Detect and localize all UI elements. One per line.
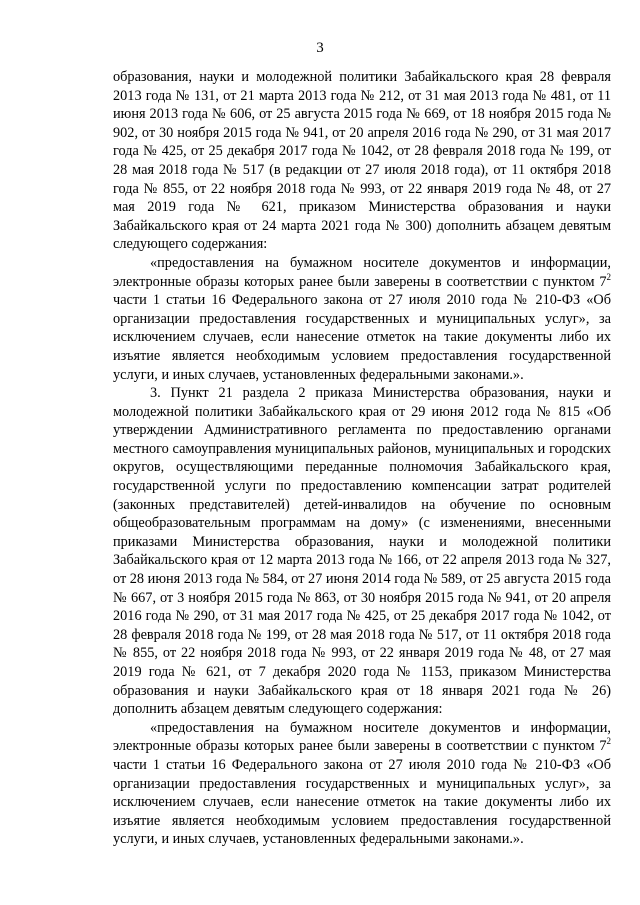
paragraph-continuation: образования, науки и молодежной политики Забайкальского края 28 февраля 2013 года № 131, от 21 марта 2013 года № 212, от 31 мая 2013 года № 481, от 11 июня 2013 года № 606, от 25 августа 2015 года № 669, от 18 ноября 2015 года № 902, от 30 ноября 2015 года № 941, от 20 апреля 2016 года № 290, от 31 мая 2017 года № 425, от 25 декабря 2017 года № 1042, от 28 февраля 2018 года № 199, от 28 мая 2018 года № 517 (в редакции от 27 июля 2018 года), от 11 октября 2018 года № 855, от 22 ноября 2018 года № 993, от 22 января 2019 года № 48, от 27 мая 2019 года № 621, приказом Министерства образования и науки Забайкальского края от 24 марта 2021 года № 300) дополнить абзацем девятым следующего содержания: [113, 69, 611, 253]
quoted-paragraph-2 [113, 719, 611, 849]
document-body [113, 68, 611, 849]
quoted-text-end: части 1 статьи 16 Федерального закона от 27 июля 2010 года № 210-ФЗ «Об организации предоставления государственных и муниципальных услуг», за исключением случаев, если нанесение отметок на такие документы либо их изъятие является необходимым условием предоставления государственной услуги, и иных случаев, установленных федеральными законами.». [113, 292, 611, 383]
superscript-2: 2 [606, 271, 611, 282]
page-number: 3 [316, 40, 324, 56]
paragraph-item-3: 3. Пункт 21 раздела 2 приказа Министерства образования, науки и молодежной политики Забайкальского края от 29 июня 2012 года № 815 «Об утверждении Административного регламента по предоставлению органами местного самоуправления муниципальных районов, муниципальных и городских округов, осуществляющими переданные полномочия Забайкальского края, государственной услуги по предоставлению компенсации затрат родителей (законных представителей) детей-инвалидов на обучение по основным общеобразовательным программам на дому» (с изменениями, внесенными приказами Министерства образования, науки и молодежной политики Забайкальского края от 12 марта 2013 года № 166, от 22 апреля 2013 года № 327, от 28 июня 2013 года № 584, от 27 июня 2014 года № 589, от 25 августа 2015 года № 667, от 3 ноября 2015 года № 863, от 30 ноября 2015 года № 941, от 20 апреля 2016 года № 290, от 31 мая 2017 года № 425, от 25 декабря 2017 года № 1042, от 28 февраля 2018 года № 199, от 28 мая 2018 года № 517, от 11 октября 2018 года № 855, от 22 ноября 2018 года № 993, от 22 января 2019 года № 48, от 27 мая 2019 года № 621, от 7 декабря 2020 года № 1153, приказом Министерства образования и науки Забайкальского края от 18 января 2021 года № 26) дополнить абзацем девятым следующего содержания: [113, 385, 611, 718]
superscript-2: 2 [606, 736, 611, 747]
quoted-text-start: «предоставления на бумажном носителе документов и информации, электронные образы которых ранее были заверены в соответствии с пунктом 7 [113, 719, 611, 755]
quoted-paragraph-1 [113, 254, 611, 384]
quoted-text-start: «предоставления на бумажном носителе документов и информации, электронные образы которых ранее были заверены в соответствии с пунктом 7 [113, 254, 611, 290]
quoted-text-end: части 1 статьи 16 Федерального закона от 27 июля 2010 года № 210-ФЗ «Об организации предоставления государственных и муниципальных услуг», за исключением случаев, если нанесение отметок на такие документы либо их изъятие является необходимым условием предоставления государственной услуги, и иных случаев, установленных федеральными законами.». [113, 756, 611, 848]
